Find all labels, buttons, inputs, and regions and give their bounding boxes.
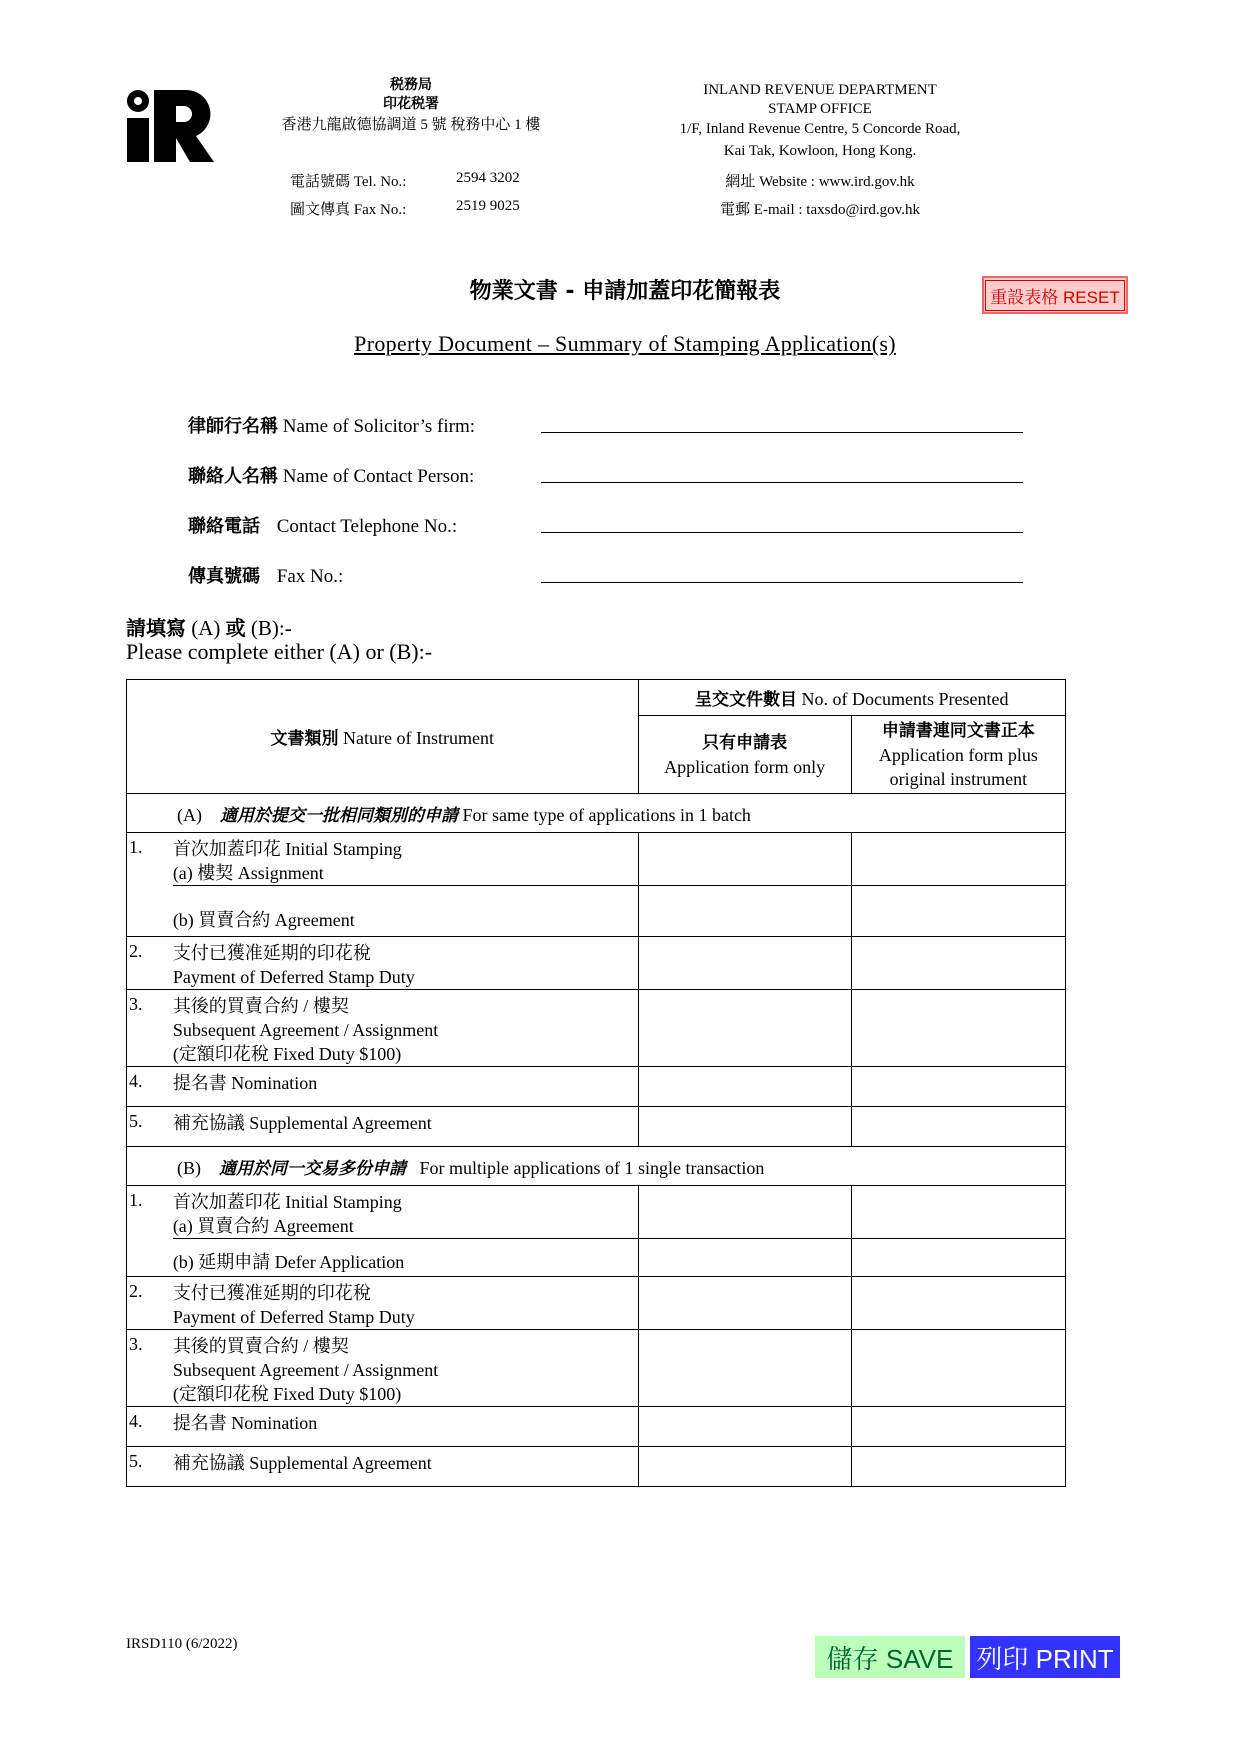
row-a2-line2: Payment of Deferred Stamp Duty: [172, 967, 415, 987]
instruction-cn-b: (B):-: [245, 616, 292, 640]
firm-input[interactable]: [541, 414, 1023, 433]
row-b5-desc: 補充協議 Supplemental Agreement: [173, 1447, 638, 1487]
contact-label-en: Name of Contact Person:: [282, 466, 475, 487]
tel-value: 2594 3202: [456, 170, 520, 186]
nature-header-cn: 文書類別: [270, 729, 339, 749]
form-code: IRSD110 (6/2022): [126, 1636, 238, 1652]
row-b3-num: 3.: [127, 1330, 173, 1407]
title-cn: 物業文書 - 申請加蓋印花簡報表: [469, 279, 781, 304]
row-a2-line1: 支付已獲准延期的印花稅: [172, 943, 371, 963]
col-form-plus-en-1: Application form plus: [878, 744, 1038, 765]
row-b1-num: 1.: [127, 1186, 173, 1277]
website: 網址 Website : www.ird.gov.hk: [725, 174, 915, 190]
b2-form-plus-cell[interactable]: [851, 1277, 1065, 1330]
row-b1-title: 首次加蓋印花 Initial Stamping: [172, 1192, 402, 1212]
section-b-en: For multiple applications of 1 single transaction: [419, 1157, 765, 1178]
instruction-cn: [126, 612, 292, 641]
contact-label: [188, 462, 474, 488]
row-a5-desc: 補充協議 Supplemental Agreement: [173, 1107, 638, 1147]
title-en: Property Document – Summary of Stamping Application(s): [354, 331, 896, 356]
row-b2-line1: 支付已獲准延期的印花稅: [172, 1283, 371, 1303]
instruction-cn-bold1: 請填寫: [126, 616, 186, 640]
a2-form-only-cell[interactable]: [638, 937, 851, 990]
dept-en: INLAND REVENUE DEPARTMENT: [703, 82, 937, 98]
col-form-plus-header: [851, 716, 1065, 794]
address-en-1: 1/F, Inland Revenue Centre, 5 Concorde Road,: [679, 121, 961, 137]
a4-form-only-cell[interactable]: [638, 1067, 851, 1107]
row-a5-num: 5.: [127, 1107, 173, 1147]
a1b-form-plus-cell[interactable]: [851, 886, 1065, 937]
b4-form-only-cell[interactable]: [638, 1407, 851, 1447]
contact-tel-label: [188, 512, 457, 538]
email: 電郵 E-mail : taxsdo@ird.gov.hk: [720, 202, 920, 218]
section-b-header: [127, 1147, 1066, 1186]
fax-no-label-en: Fax No.:: [276, 566, 344, 587]
row-b5-num: 5.: [127, 1447, 173, 1487]
docs-header-cn: 呈交文件數目: [695, 690, 798, 710]
row-a1-num: 1.: [127, 833, 173, 937]
row-a3-line2: Subsequent Agreement / Assignment: [172, 1020, 439, 1040]
row-b3-desc: [173, 1330, 638, 1407]
row-b3-line3: (定額印花稅 Fixed Duty $100): [172, 1384, 402, 1404]
row-a3-desc: [173, 990, 638, 1067]
section-a-en: For same type of applications in 1 batch: [462, 804, 751, 825]
b2-form-only-cell[interactable]: [638, 1277, 851, 1330]
save-button[interactable]: 儲存 SAVE: [815, 1636, 965, 1678]
instruction-en: Please complete either (A) or (B):-: [126, 639, 433, 664]
firm-label-en: Name of Solicitor’s firm:: [282, 416, 476, 437]
nature-header-en: Nature of Instrument: [343, 728, 494, 748]
row-b2-desc: [173, 1277, 638, 1330]
section-b-cn: 適用於同一交易多份申請: [219, 1158, 406, 1179]
b3-form-only-cell[interactable]: [638, 1330, 851, 1407]
row-b4-num: 4.: [127, 1407, 173, 1447]
col-form-only-header: [638, 716, 851, 794]
firm-label: [188, 412, 475, 438]
b3-form-plus-cell[interactable]: [851, 1330, 1065, 1407]
fax-no-label: [188, 562, 343, 588]
b4-form-plus-cell[interactable]: [851, 1407, 1065, 1447]
row-a4-num: 4.: [127, 1067, 173, 1107]
dept-cn: 税務局: [390, 77, 432, 93]
row-b1-desc: [173, 1186, 638, 1239]
header-en-block: [640, 80, 1000, 161]
row-b2-line2: Payment of Deferred Stamp Duty: [172, 1307, 415, 1327]
header-cn-block: [250, 76, 572, 135]
office-en: STAMP OFFICE: [768, 101, 872, 117]
instruction-cn-bold2: 或: [225, 616, 246, 640]
a3-form-plus-cell[interactable]: [851, 990, 1065, 1067]
docs-header: [638, 680, 1065, 716]
b5-form-only-cell[interactable]: [638, 1447, 851, 1487]
ird-logo: [124, 86, 216, 164]
a3-form-only-cell[interactable]: [638, 990, 851, 1067]
row-a3-line1: 其後的買賣合約 / 樓契: [172, 996, 349, 1016]
b5-form-plus-cell[interactable]: [851, 1447, 1065, 1487]
row-b1b-label: (b) 延期申請 Defer Application: [172, 1252, 405, 1272]
a1b-form-only-cell[interactable]: [638, 886, 851, 937]
row-a1b-desc: [173, 886, 638, 937]
col-form-plus-cn: 申請書連同文書正本: [881, 720, 1035, 741]
documents-table: [126, 679, 1066, 1487]
section-a-letter: (A): [177, 804, 202, 825]
contact-input[interactable]: [541, 464, 1023, 483]
row-a3-num: 3.: [127, 990, 173, 1067]
print-button[interactable]: 列印 PRINT: [970, 1636, 1120, 1678]
row-a2-desc: [173, 937, 638, 990]
a5-form-only-cell[interactable]: [638, 1107, 851, 1147]
reset-label: 重設表格 RESET: [985, 280, 1124, 311]
contact-tel-label-en: Contact Telephone No.:: [276, 516, 458, 537]
contact-tel-label-cn: 聯絡電話: [188, 516, 260, 537]
contact-label-cn: 聯絡人名稱: [188, 466, 278, 487]
a2-form-plus-cell[interactable]: [851, 937, 1065, 990]
row-b3-line2: Subsequent Agreement / Assignment: [172, 1360, 439, 1380]
a5-form-plus-cell[interactable]: [851, 1107, 1065, 1147]
row-b1a-label: (a) 買賣合約 Agreement: [172, 1216, 354, 1236]
row-a1b-label: (b) 買賣合約 Agreement: [172, 910, 355, 930]
row-a4-desc: 提名書 Nomination: [173, 1067, 638, 1107]
row-a1a-label: (a) 樓契 Assignment: [172, 863, 324, 883]
instruction-cn-a: (A): [186, 616, 226, 640]
row-a3-line3: (定額印花稅 Fixed Duty $100): [172, 1044, 402, 1064]
fax-label: 圖文傳真 Fax No.:: [290, 202, 407, 218]
tel-label: 電話號碼 Tel. No.:: [290, 174, 407, 190]
contact-tel-input[interactable]: [541, 514, 1023, 533]
section-a-cn: 適用於提交一批相同類別的申請: [220, 805, 458, 826]
docs-header-en: No. of Documents Presented: [801, 689, 1009, 709]
row-b4-desc: 提名書 Nomination: [173, 1407, 638, 1447]
fax-value: 2519 9025: [456, 198, 520, 214]
section-a-header: [127, 794, 1066, 833]
row-a2-num: 2.: [127, 937, 173, 990]
fax-no-input[interactable]: [541, 564, 1023, 583]
fax-no-label-cn: 傳真號碼: [188, 566, 260, 587]
a1a-form-plus-cell[interactable]: [851, 833, 1065, 886]
firm-label-cn: 律師行名稱: [188, 416, 278, 437]
row-b2-num: 2.: [127, 1277, 173, 1330]
a4-form-plus-cell[interactable]: [851, 1067, 1065, 1107]
row-a1-desc: [173, 833, 638, 886]
a1a-form-only-cell[interactable]: [638, 833, 851, 886]
b1a-form-only-cell[interactable]: [638, 1186, 851, 1239]
nature-header: [127, 680, 639, 794]
col-form-plus-en-2: original instrument: [889, 768, 1028, 789]
address-en-2: Kai Tak, Kowloon, Hong Kong.: [723, 143, 917, 159]
col-form-only-cn: 只有申請表: [702, 732, 788, 753]
reset-button[interactable]: [982, 276, 1128, 314]
b1b-form-only-cell[interactable]: [638, 1239, 851, 1277]
b1a-form-plus-cell[interactable]: [851, 1186, 1065, 1239]
row-a1-title: 首次加蓋印花 Initial Stamping: [172, 839, 402, 859]
section-b-letter: (B): [177, 1157, 201, 1178]
row-b1b-desc: [173, 1239, 638, 1277]
row-b3-line1: 其後的買賣合約 / 樓契: [172, 1336, 349, 1356]
address-cn: 香港九龍啟德協調道 5 號 稅務中心 1 樓: [281, 117, 541, 133]
col-form-only-en: Application form only: [664, 756, 826, 777]
b1b-form-plus-cell[interactable]: [851, 1239, 1065, 1277]
office-cn: 印花税署: [383, 96, 439, 112]
